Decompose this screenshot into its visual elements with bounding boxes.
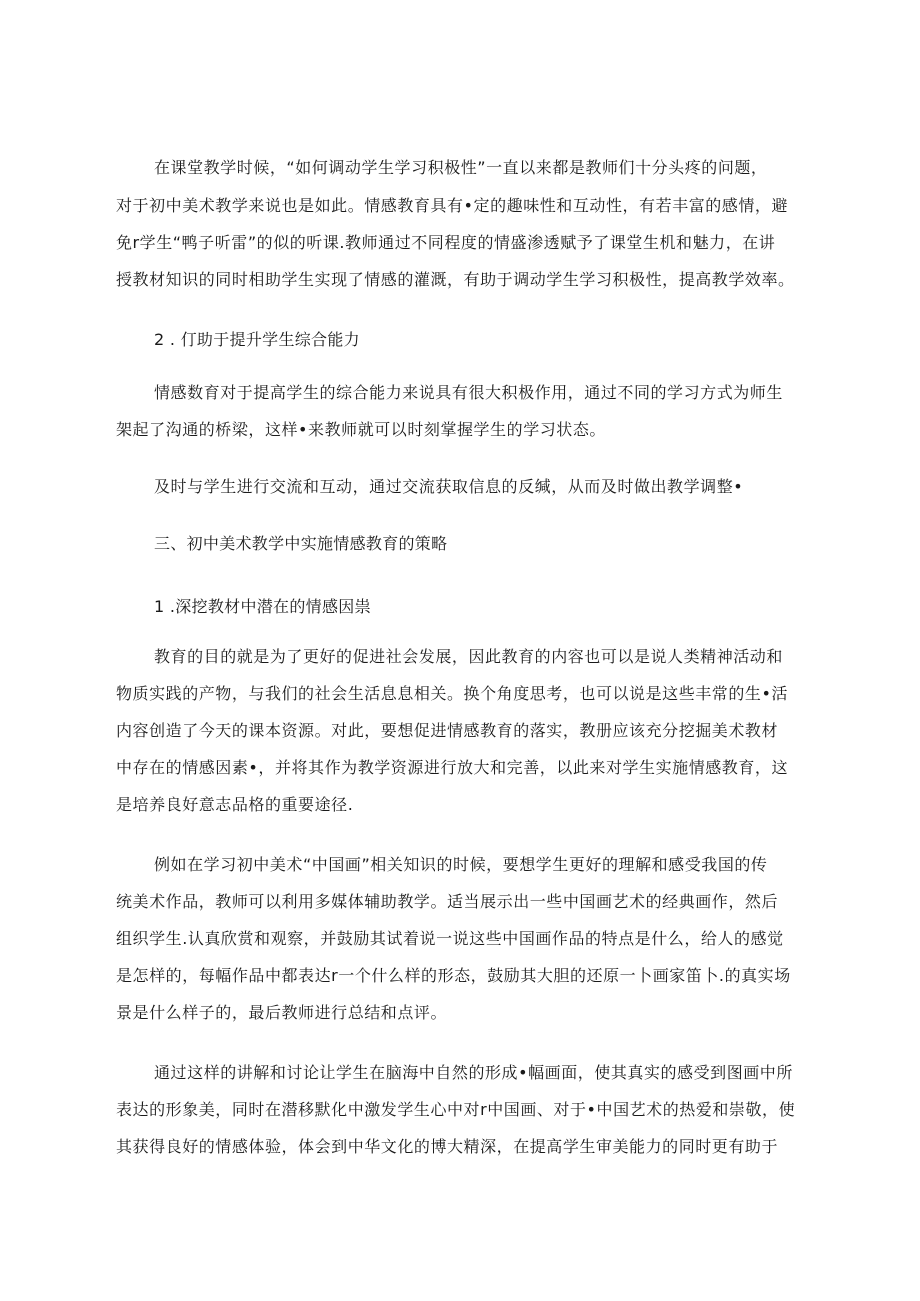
- paragraph-line: 是培养良好意志品格的重要途径.: [116, 795, 354, 814]
- paragraph-line: 表达的形象美，同时在潜移默化中激发学生心中对r中国画、对于•中国艺术的热爱和崇敬，使: [116, 1100, 796, 1119]
- section-heading-2: 2 . 仃助于提升学生综合能力: [154, 330, 360, 349]
- paragraph-line: 免r学生“鸭子听雷”的似的听课.教师通过不同程度的情盛渗透赋予了课堂生机和魅力，在讲: [116, 233, 776, 252]
- paragraph-line: 其获得良好的情感体验，体会到中华文化的博大精深，在提高学生审美能力的同时更有助于: [116, 1137, 779, 1156]
- paragraph-line: 统美术作品，教师可以利用多媒体辅助教学。适当展示出一些中国画艺术的经典画作，然后: [116, 892, 779, 911]
- paragraph-line: 架起了沟通的桥梁，这样•来教师就可以时刻掌握学生的学习状态。: [116, 420, 606, 439]
- paragraph-line: 通过这样的讲解和讨论让学生在脑海中自然的形成•幅画面，使其真实的感受到图画中所: [154, 1063, 793, 1082]
- paragraph-line: 及时与学生进行交流和互动，通过交流获取信息的反缄，从而及时做出教学调整•: [154, 477, 744, 496]
- paragraph-line: 是怎样的，每幅作品中都表达r一个什么样的形态，鼓励其大胆的还原一卜画家笛卜.的真实场: [116, 966, 791, 985]
- paragraph-line: 对于初中美术教学来说也是如此。情感教育具有•定的趣味性和互动性，有若丰富的感情，避: [116, 196, 788, 215]
- paragraph-line: 情感数育对于提高学生的综合能力来说具有很大积极作用，通过不同的学习方式为师生: [154, 383, 783, 402]
- paragraph-line: 授教材知识的同时相助学生实现了情感的灌溉，有助于调动学生学习积极性，提高教学效率。: [116, 270, 795, 289]
- paragraph-line: 景是什么样子的，最后教师进行总结和点评。: [116, 1003, 448, 1022]
- paragraph-line: 教育的目的就是为了更好的促进社会发展，因此教育的内容也可以是说人类精神活动和: [154, 647, 783, 666]
- paragraph-line: 组织学生.认真欣赏和观察，并鼓励其试着说一说这些中国画作品的特点是什么，给人的感觉: [116, 929, 784, 948]
- paragraph-line: 在课堂教学时候，“如何调动学生学习积极性”一直以来都是教师们十分头疼的问题，: [154, 158, 768, 177]
- subsection-heading-1: 1 .深挖教材中潜在的情感因祟: [154, 597, 371, 616]
- section-heading-3: 三、初中美术教学中实施情感教育的策略: [154, 534, 448, 553]
- paragraph-line: 例如在学习初中美术“中国画”相关知识的时候，要想学生更好的理解和感受我国的传: [154, 855, 768, 874]
- paragraph-line: 中存在的情感因素•，并将其作为教学资源进行放大和完善，以此来对学生实施情感教育，这: [116, 758, 788, 777]
- paragraph-line: 内容创造了今天的课本资源。对此，要想促进情感教育的落实，教册应该充分挖掘美术教材: [116, 721, 779, 740]
- paragraph-line: 物质实践的产物，与我们的社会生活息息相关。换个角度思考，也可以说是这些丰常的生•活: [116, 684, 788, 703]
